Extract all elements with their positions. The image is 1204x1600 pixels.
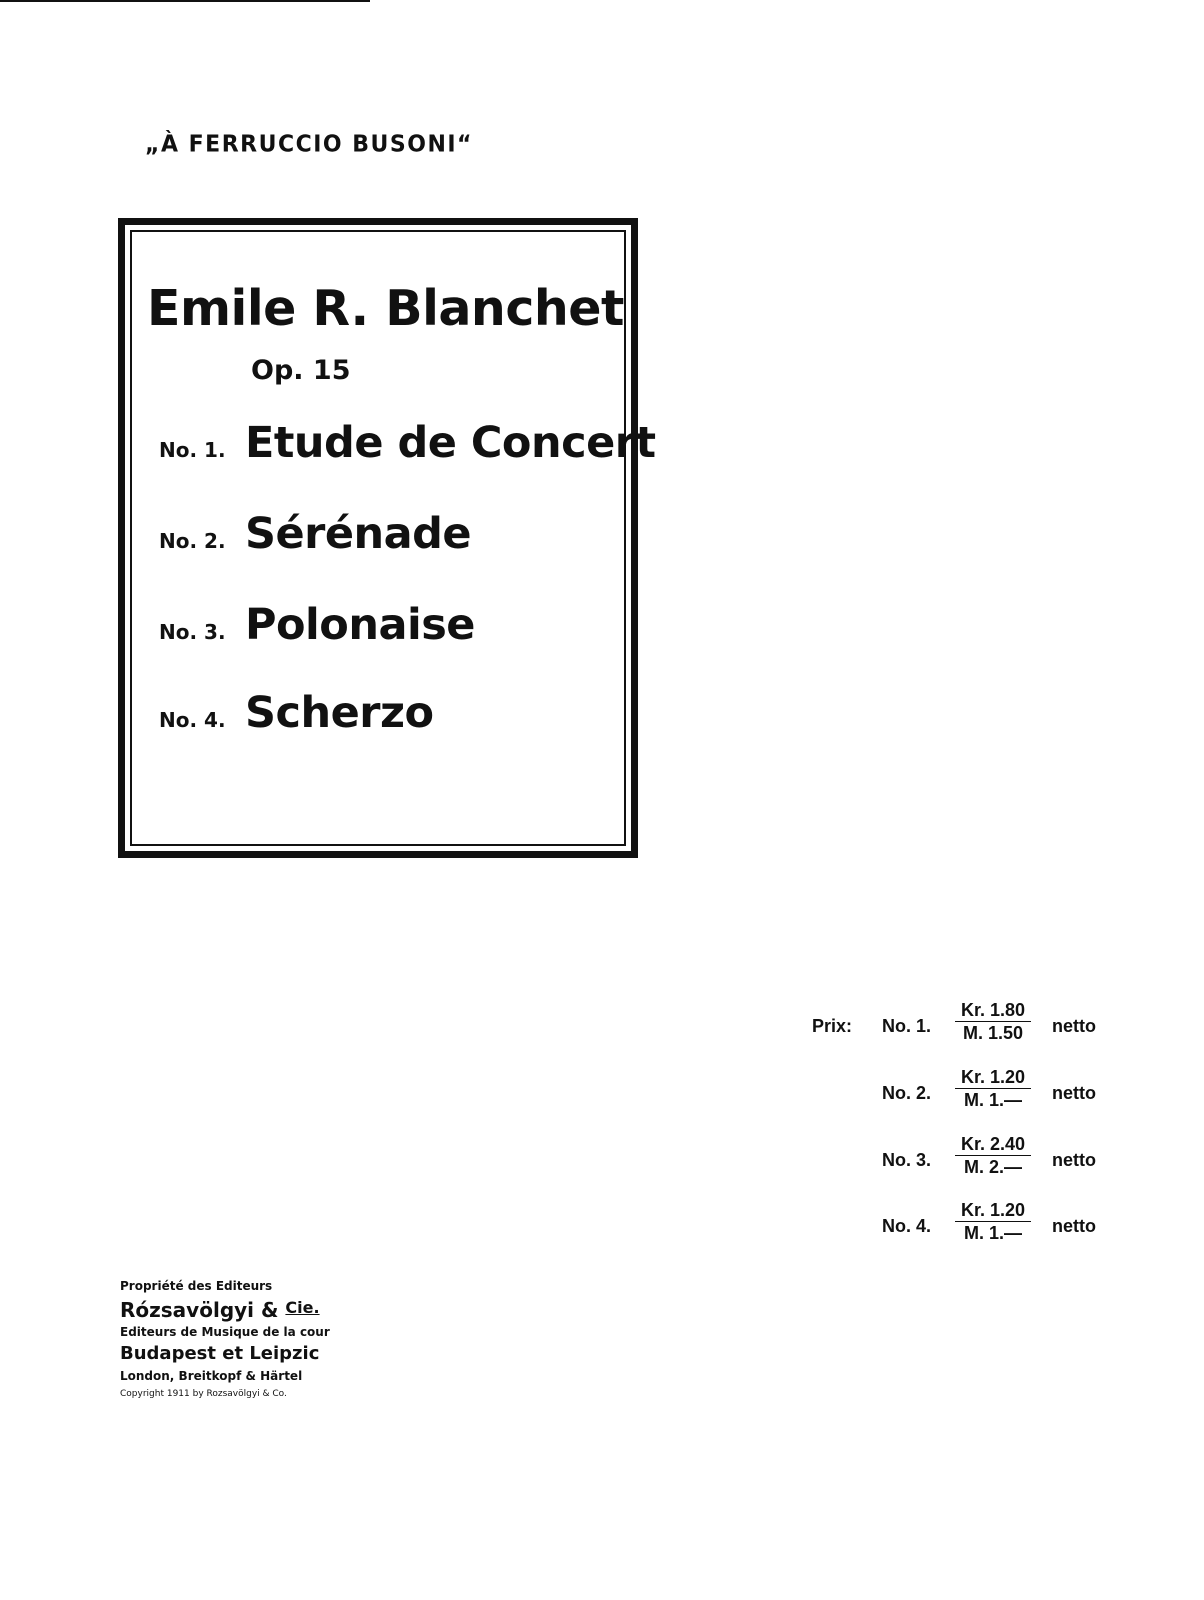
price-kronen: Kr. 1.80 <box>955 1000 1031 1022</box>
work-number: No. 3. <box>159 620 226 644</box>
price-netto: netto <box>1052 1216 1096 1236</box>
work-title: Scherzo <box>245 688 434 738</box>
dedication: „À FERRUCCIO BUSONI“ <box>145 131 474 158</box>
work-title: Etude de Concert <box>245 418 656 468</box>
work-title: Polonaise <box>245 600 475 650</box>
price-netto: netto <box>1052 1016 1096 1036</box>
work-title: Sérénade <box>245 509 472 559</box>
price-row <box>812 1000 1132 1050</box>
work-number: No. 4. <box>159 708 226 732</box>
price-fraction <box>955 1200 1031 1243</box>
price-kronen: Kr. 1.20 <box>955 1200 1031 1222</box>
price-mark: M. 1.50 <box>962 1023 1024 1043</box>
price-number: No. 3. <box>882 1150 932 1170</box>
price-number: No. 1. <box>882 1016 932 1036</box>
price-row <box>812 1067 1132 1117</box>
property-note: Propriété des Editeurs <box>120 1279 273 1293</box>
price-fraction <box>955 1067 1031 1110</box>
publisher-name: Rózsavölgyi & <box>120 1298 279 1322</box>
publisher-name-line <box>120 1295 330 1323</box>
price-row <box>812 1134 1132 1184</box>
price-number: No. 2. <box>882 1083 932 1103</box>
publisher-imprint <box>120 1277 330 1403</box>
work-number: No. 2. <box>159 529 226 553</box>
opus-number: Op. 15 <box>251 355 351 386</box>
publisher-cities: Budapest et Leipzic <box>120 1343 320 1364</box>
price-row <box>812 1200 1132 1250</box>
copyright-notice: Copyright 1911 by Rozsavölgyi & Co. <box>120 1389 287 1399</box>
publisher-name-suffix: Cie. <box>285 1298 320 1317</box>
price-kronen: Kr. 1.20 <box>955 1067 1031 1089</box>
price-netto: netto <box>1052 1083 1096 1103</box>
price-fraction <box>955 1134 1031 1177</box>
price-mark: M. 1.— <box>963 1223 1022 1243</box>
price-label: Prix: <box>812 1016 853 1036</box>
price-kronen: Kr. 2.40 <box>955 1134 1031 1156</box>
work-item <box>159 600 475 650</box>
top-rule-line <box>0 0 370 2</box>
price-netto: netto <box>1052 1150 1096 1170</box>
work-item <box>159 509 471 559</box>
publisher-subtitle: Editeurs de Musique de la cour <box>120 1325 330 1339</box>
composer-name: Emile R. Blanchet <box>147 280 624 337</box>
publisher-agent: London, Breitkopf & Härtel <box>120 1369 303 1383</box>
price-number: No. 4. <box>882 1216 932 1236</box>
work-item <box>159 418 656 468</box>
work-number: No. 1. <box>159 438 226 462</box>
price-mark: M. 1.— <box>963 1090 1022 1110</box>
work-item <box>159 688 434 738</box>
price-fraction <box>955 1000 1031 1043</box>
title-box <box>118 218 656 858</box>
price-mark: M. 2.— <box>963 1157 1022 1177</box>
